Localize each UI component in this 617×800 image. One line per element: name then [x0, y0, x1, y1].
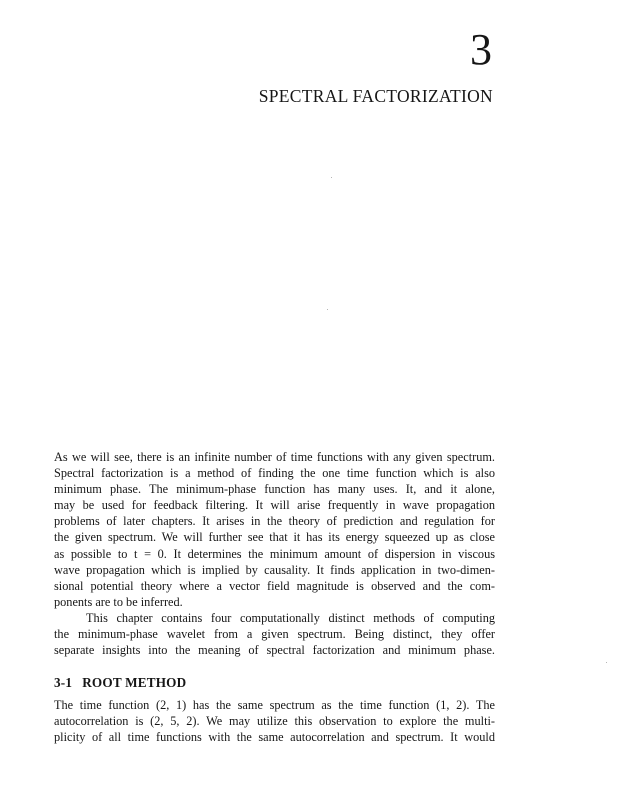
text-line: The time function (2, 1) has the same spectrum as the time function (1, 2). The	[54, 698, 495, 712]
text-line: the given spectrum. We will further see that it has its energy squeezed up as close	[54, 530, 495, 545]
section-number: 3-1	[54, 675, 73, 690]
text-line: plicity of all time functions with the same autocorrelation and spectrum. It would	[54, 730, 495, 745]
text-line: as possible to t = 0. It determines the minimum amount of dispersion in viscous	[54, 546, 495, 561]
text-line: the minimum-phase wavelet from a given spectrum. Being distinct, they offer	[54, 627, 495, 642]
section-text	[54, 697, 495, 745]
text-line: This chapter contains four computationally distinct methods of computing	[86, 610, 495, 625]
text-line: separate insights into the meaning of spectral factorization and minimum phase.	[54, 643, 495, 658]
text-line: problems of later chapters. It arises in the theory of prediction and regulation for	[54, 514, 495, 529]
chapter-title: SPECTRAL FACTORIZATION	[258, 86, 493, 106]
chapter-number: 3	[470, 25, 492, 74]
text-line: minimum phase. The minimum-phase function has many uses. It, and it alone,	[54, 482, 495, 497]
text-line: may be used for feedback filtering. It will arise frequently in wave propagation	[54, 498, 495, 513]
scan-speck	[331, 177, 332, 178]
text-line: Spectral factorization is a method of finding the one time function which is also	[54, 466, 495, 481]
text-line: autocorrelation is (2, 5, 2). We may utilize this observation to explore the multi-	[54, 714, 495, 729]
text-line: sional potential theory where a vector field magnitude is observed and the com-	[54, 578, 495, 593]
text-line: ponents are to be inferred.	[54, 594, 183, 609]
text-line: As we will see, there is an infinite number of time functions with any given spectrum.	[54, 450, 495, 464]
section-heading	[54, 675, 186, 691]
scan-speck	[606, 662, 607, 663]
intro-text	[54, 449, 495, 658]
section-title: ROOT METHOD	[82, 675, 187, 690]
scan-speck	[327, 309, 328, 310]
text-line: wave propagation which is implied by causality. It finds application in two-dimen-	[54, 562, 495, 577]
